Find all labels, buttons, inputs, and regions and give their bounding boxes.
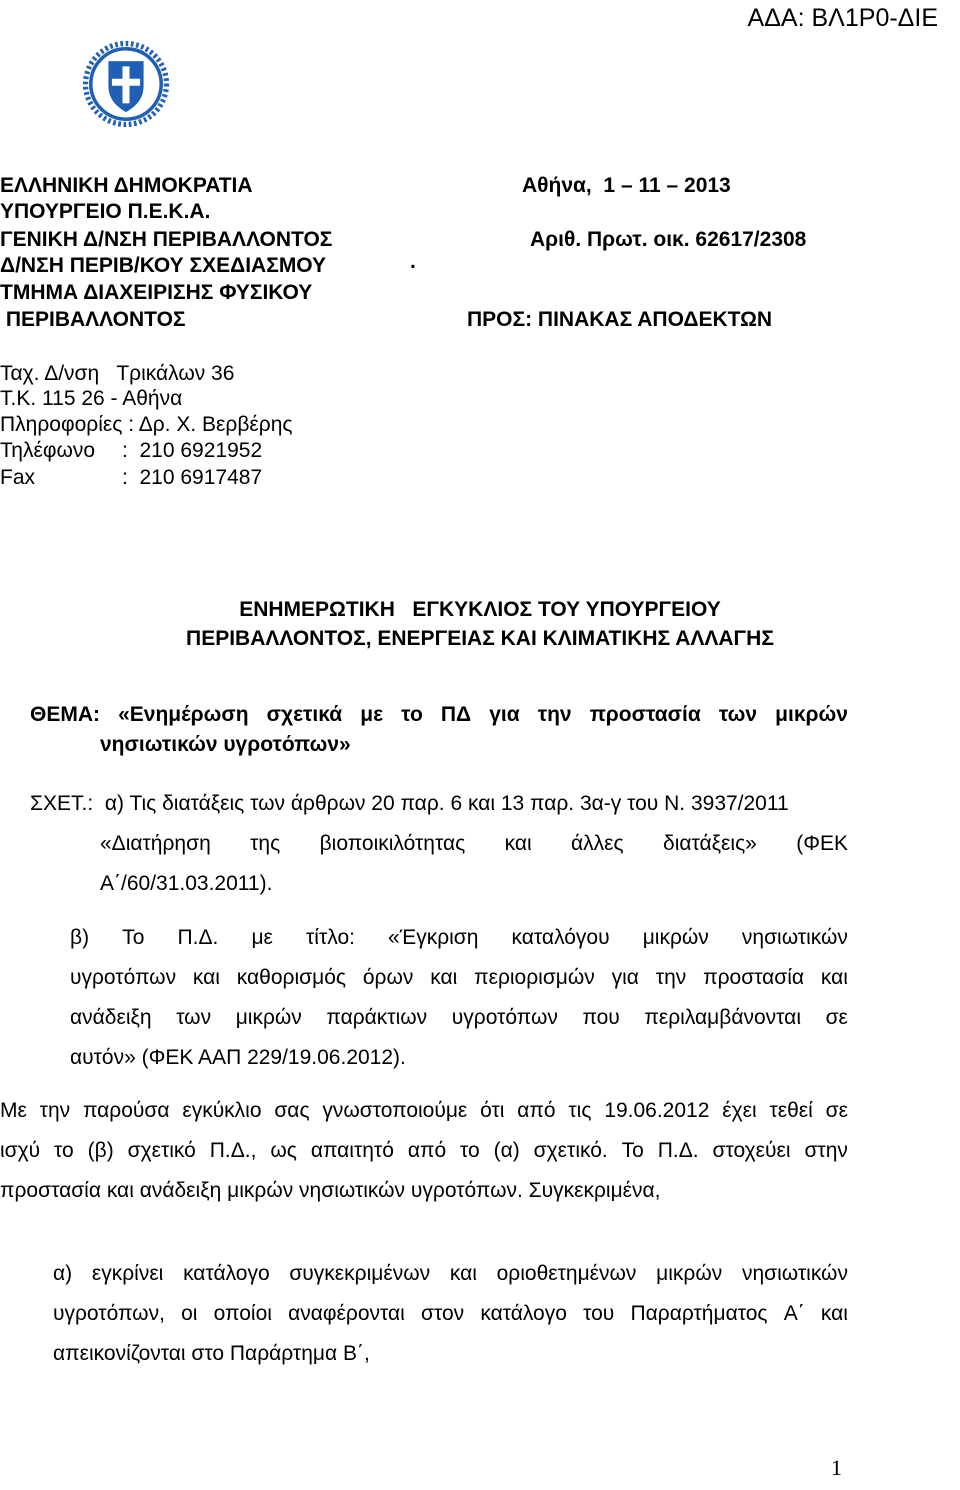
phone-value: : 210 6921952 [122,439,263,462]
item-a-paragraph [53,1254,848,1374]
body-line-1: Με την παρούσα εγκύκλιο σας γνωστοποιούμε ότι από τις 19.06.2012 έχει τεθεί σε [0,1099,848,1122]
header-line-2: ΥΠΟΥΡΓΕΙΟ Π.Ε.Κ.Α. [0,200,211,223]
reference-line-2: «Διατήρηση της βιοποικιλότητας και άλλες διατάξεις» (ΦΕΚ [100,832,848,855]
reference-b-line-4: αυτόν» (ΦΕΚ ΑΑΠ 229/19.06.2012). [70,1046,406,1069]
ada-code: ΑΔΑ: ΒΛ1Ρ0-ΔΙΕ [747,4,938,32]
circular-title-1: ΕΝΗΜΕΡΩΤΙΚΗ ΕΓΚΥΚΛΙΟΣ ΤΟΥ ΥΠΟΥΡΓΕΙΟΥ [239,598,721,621]
header-line-1: ΕΛΛΗΝΙΚΗ ΔΗΜΟΚΡΑΤΙΑ [0,174,253,197]
contact-phone [0,438,300,464]
greek-emblem-icon [82,40,170,128]
body-paragraph [0,1091,848,1211]
contact-address: Ταχ. Δ/νση Τρικάλων 36 [0,362,235,385]
reference-b-paragraph [70,918,848,1078]
subject [30,700,848,760]
page-number: 1 [831,1455,842,1480]
reference-b-line-1: β) Το Π.Δ. με τίτλο: «Έγκριση καταλόγου μικρών νησιωτικών [70,926,848,949]
reference-b-line-3: ανάδειξη των μικρών παράκτιων υγροτόπων που περιλαμβάνονται σε [70,1006,848,1029]
document-date: Αθήνα, 1 – 11 – 2013 [522,174,731,197]
header-line-4: Δ/ΝΣΗ ΠΕΡΙΒ/ΚΟΥ ΣΧΕΔΙΑΣΜΟΥ [0,254,327,277]
subject-line-1: ΘΕΜΑ: «Ενημέρωση σχετικά με το ΠΔ για την προστασία των μικρών [30,703,848,726]
circular-title-2: ΠΕΡΙΒΑΛΛΟΝΤΟΣ, ΕΝΕΡΓΕΙΑΣ ΚΑΙ ΚΛΙΜΑΤΙΚΗΣ ΑΛΛΑΓΗΣ [186,627,774,650]
contact-fax [0,465,300,491]
body-line-2: ισχύ το (β) σχετικό Π.Δ., ως απαιτητό από το (α) σχετικό. Το Π.Δ. στοχεύει στην [0,1139,848,1162]
reference-line-3: Α΄/60/31.03.2011). [100,872,273,895]
reference-b-line-2: υγροτόπων και καθορισμός όρων και περιορισμών για την προστασία και [70,966,848,989]
phone-label: Τηλέφωνο [0,439,96,462]
reference-block [30,784,848,904]
subject-line-2: νησιωτικών υγροτόπων» [100,733,351,756]
contact-postal: Τ.Κ. 115 26 - Αθήνα [0,387,183,410]
fax-label: Fax [0,466,36,489]
reference-line-1: ΣΧΕΤ.: α) Τις διατάξεις των άρθρων 20 παρ. 6 και 13 παρ. 3α-γ του Ν. 3937/2011 [30,792,789,815]
protocol-number: Αριθ. Πρωτ. οικ. 62617/2308 [530,228,807,251]
header-dot: . [410,250,416,273]
header-line-3: ΓΕΝΙΚΗ Δ/ΝΣΗ ΠΕΡΙΒΑΛΛΟΝΤΟΣ [0,228,333,251]
contact-info: Πληροφορίες : Δρ. Χ. Βερβέρης [0,413,293,436]
body-line-3: προστασία και ανάδειξη μικρών νησιωτικών υγροτόπων. Συγκεκριμένα, [0,1179,661,1202]
header-line-6: ΠΕΡΙΒΑΛΛΟΝΤΟΣ [0,308,186,331]
header-line-5: ΤΜΗΜΑ ΔΙΑΧΕΙΡΙΣΗΣ ΦΥΣΙΚΟΥ [0,281,313,304]
recipients-line: ΠΡΟΣ: ΠΙΝΑΚΑΣ ΑΠΟΔΕΚΤΩΝ [467,308,773,331]
fax-value: : 210 6917487 [122,466,263,489]
item-a-line-2: υγροτόπων, οι οποίοι αναφέρονται στον κατάλογο του Παραρτήματος Α΄ και [53,1302,848,1325]
item-a-line-1: α) εγκρίνει κατάλογο συγκεκριμένων και οριοθετημένων μικρών νησιωτικών [53,1262,848,1285]
item-a-line-3: απεικονίζονται στο Παράρτημα Β΄, [53,1342,370,1365]
